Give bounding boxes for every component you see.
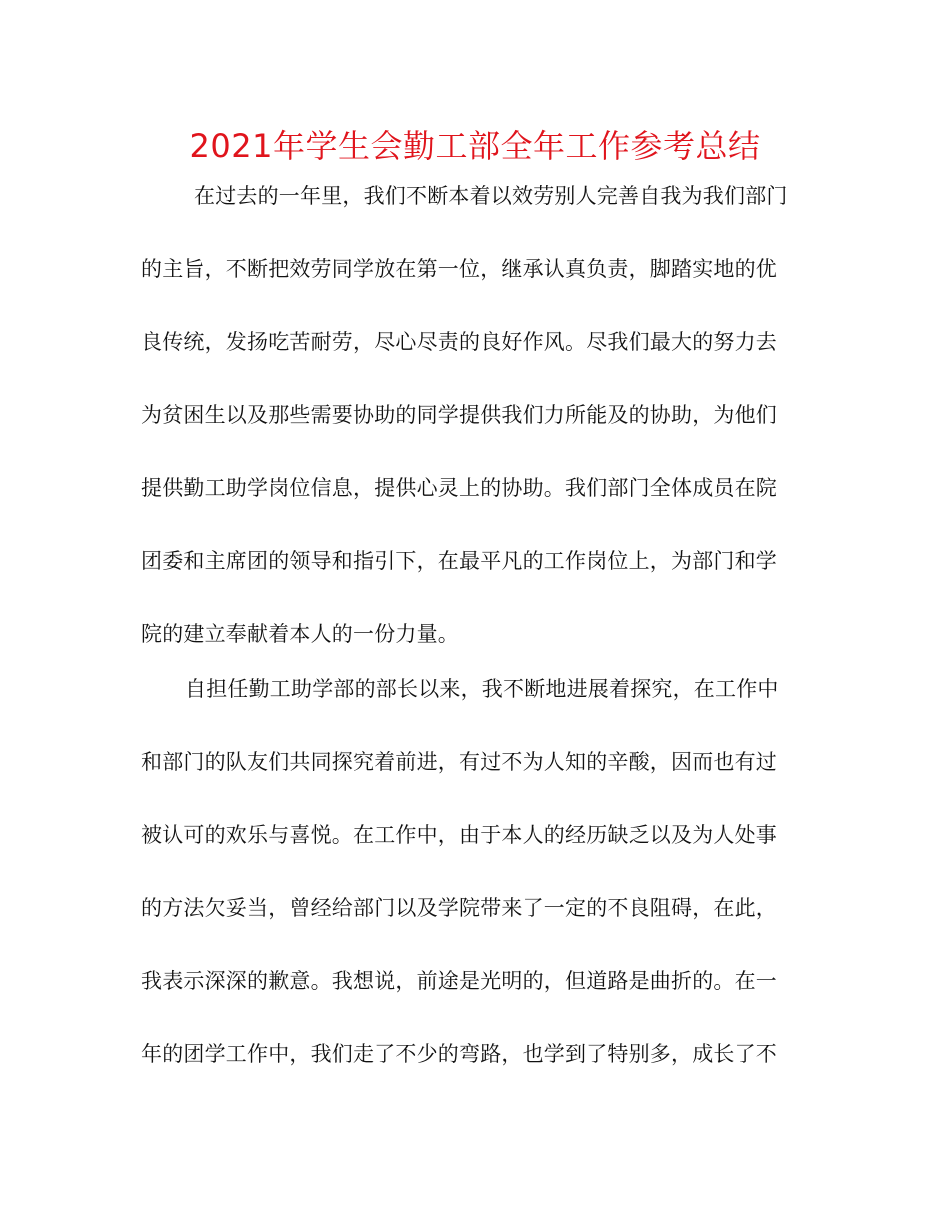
paragraph-2 <box>141 673 811 1111</box>
paragraph-line: 良传统，发扬吃苦耐劳，尽心尽责的良好作风。尽我们最大的努力去 <box>141 330 777 354</box>
paragraph-line: 团委和主席团的领导和指引下，在最平凡的工作岗位上，为部门和学 <box>141 549 777 573</box>
document-title: 2021年学生会勤工部全年工作参考总结 <box>189 127 761 165</box>
paragraph-line: 的主旨，不断把效劳同学放在第一位，继承认真负责，脚踏实地的优 <box>141 257 777 281</box>
paragraph-line: 自担任勤工助学部的部长以来，我不断地进展着探究，在工作中 <box>185 677 779 701</box>
paragraph-1 <box>141 180 811 691</box>
paragraph-line: 院的建立奉献着本人的一份力量。 <box>141 622 459 646</box>
paragraph-line: 在过去的一年里，我们不断本着以效劳别人完善自我为我们部门 <box>194 184 788 208</box>
paragraph-line: 为贫困生以及那些需要协助的同学提供我们力所能及的协助，为他们 <box>141 403 777 427</box>
paragraph-line: 提供勤工助学岗位信息，提供心灵上的协助。我们部门全体成员在院 <box>141 476 777 500</box>
paragraph-line: 年的团学工作中，我们走了不少的弯路，也学到了特别多，成长了不 <box>141 1042 777 1066</box>
paragraph-line: 我表示深深的歉意。我想说，前途是光明的，但道路是曲折的。在一 <box>141 969 777 993</box>
paragraph-line: 和部门的队友们共同探究着前进，有过不为人知的辛酸，因而也有过 <box>141 750 777 774</box>
paragraph-line: 的方法欠妥当，曾经给部门以及学院带来了一定的不良阻碍，在此， <box>141 896 777 920</box>
paragraph-line: 被认可的欢乐与喜悦。在工作中，由于本人的经历缺乏以及为人处事 <box>141 823 777 847</box>
